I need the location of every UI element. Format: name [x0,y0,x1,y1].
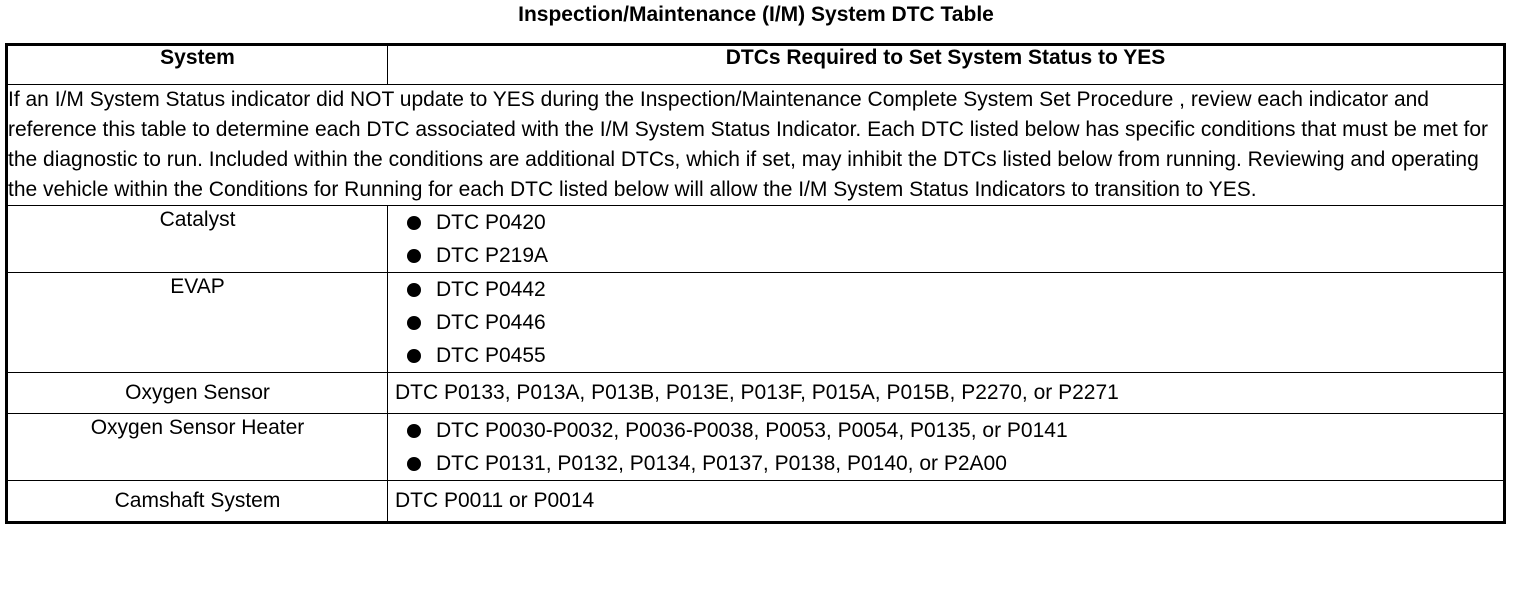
system-cell: Oxygen Sensor Heater [7,414,388,481]
table-row [7,414,1505,481]
bullet-icon [407,424,421,438]
dtc-list [388,206,1503,272]
dtc-cell [388,206,1505,273]
bullet-icon [407,349,421,363]
list-item [388,414,1503,447]
list-item [388,273,1503,306]
list-item [388,239,1503,272]
dtc-item: DTC P0420 [436,211,546,234]
list-item [388,206,1503,239]
dtc-text: DTC P0011 or P0014 [395,489,595,512]
dtc-cell [388,481,1505,523]
bullet-icon [407,249,421,263]
dtc-cell [388,373,1505,414]
document-title: Inspection/Maintenance (I/M) System DTC Table [518,3,994,26]
system-cell: Catalyst [7,206,388,273]
dtc-list [388,273,1503,372]
table-row [7,373,1505,414]
bullet-icon [407,316,421,330]
header-dtcs: DTCs Required to Set System Status to YES [388,45,1505,85]
system-cell: Oxygen Sensor [7,373,388,414]
intro-row [7,85,1505,206]
dtc-list [388,414,1503,480]
list-item [388,339,1503,372]
list-item [388,447,1503,480]
dtc-item: DTC P0131, P0132, P0134, P0137, P0138, P0140, or P2A00 [436,452,1007,475]
list-item [388,306,1503,339]
intro-text: If an I/M System Status indicator did NOT update to YES during the Inspection/Maintenance Complete System Set Procedure , review each indicator and reference this table to determine each DTC associated with the I/M System Status Indicator. Each DTC listed below has specific conditions that must be met for the diagnostic to run. Included within the conditions are additional DTCs, which if set, may inhibit the DTCs listed below from running. Reviewing and operating the vehicle within the Conditions for Running for each DTC listed below will allow the I/M System Status Indicators to transition to YES. [7,85,1505,206]
dtc-table [5,43,1506,524]
table-header-row [7,45,1505,85]
table-row [7,206,1505,273]
table-row [7,481,1505,523]
system-cell: EVAP [7,273,388,373]
dtc-item: DTC P0442 [436,278,546,301]
bullet-icon [407,283,421,297]
dtc-item: DTC P0455 [436,344,546,367]
dtc-item: DTC P0030-P0032, P0036-P0038, P0053, P0054, P0135, or P0141 [436,419,1068,442]
dtc-text: DTC P0133, P013A, P013B, P013E, P013F, P015A, P015B, P2270, or P2271 [395,381,1119,404]
header-system: System [7,45,388,85]
dtc-item: DTC P0446 [436,311,546,334]
dtc-cell [388,273,1505,373]
table-row [7,273,1505,373]
bullet-icon [407,216,421,230]
dtc-item: DTC P219A [436,244,549,267]
bullet-icon [407,457,421,471]
system-cell: Camshaft System [7,481,388,523]
dtc-cell [388,414,1505,481]
